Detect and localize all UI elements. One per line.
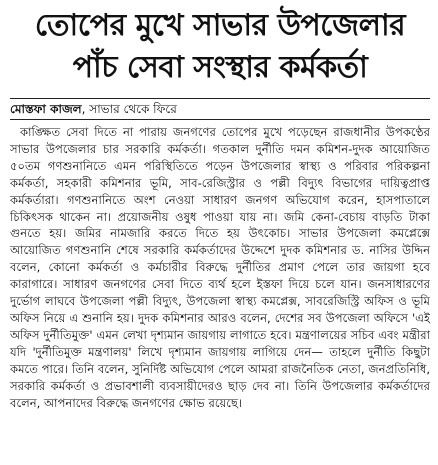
author-name: মোস্তফা কাজল <box>10 102 82 116</box>
headline-line-2: পাঁচ সেবা সংস্থার কর্মকর্তা <box>72 50 368 85</box>
article-body: কাঙ্ক্ষিত সেবা দিতে না পারায় জনগণের তোপের মুখে পড়েছেন রাজধানীর উপকণ্ঠের সাভার উপজেলার চার সরকারি কর্মকর্তা। গতকাল দুর্নীতি দমন কমিশন-দুদক আয়োজিত ৫০তম গণশুনানিতে এমন পরিস্থিতিতে পড়েন উপজেলার স্বাস্থ্য ও পরিবার পরিকল্পনা কর্মকর্তা, সহকারী কমিশনার ভূমি, সাব-রেজিস্ট্রার ও পল্লী বিদ্যুৎ বিভাগের দায়িত্বপ্রাপ্ত কর্মকর্তারা। গণশুনানিতে অংশ নেওয়া সাধারণ জনগণ অভিযোগ করেন, হাসপাতালে চিকিৎসক থাকেন না। প্রয়োজনীয় ওষুধ পাওয়া যায় না। জমি কেনা-বেচায় বাড়তি টাকা গুনতে হয়। জমির নামজারি করতে দিতে হয় উৎকোচ। সাভার উপজেলা কমপ্লেক্সে আয়োজিত গণশুনানি শেষে সরকারি কর্মকর্তাদের উদ্দেশে দুদক কমিশনার ড. নাসির উদ্দিন বলেন, কোনো কর্মকর্তা ও কর্মচারীর বিরুদ্ধে দুর্নীতির প্রমাণ পেলে তার জায়গা হবে কারাগারে। সাধারণ জনগণের সেবা দিতে ব্যর্থ হলে ইস্তফা দিয়ে চলে যান। জনসাধারণের দুর্ভোগ লাঘবে উপজেলা পল্লী বিদ্যুৎ, উপজেলা স্বাস্থ্য কমপ্লেক্স, সাবরেজিস্ট্রি অফিস ও ভূমি অফিস নিয়ে এ শুনানি হয়। দুদক কমিশনার আরও বলেন, দেশের সব উপজেলা অফিসে 'এই অফিস দুর্নীতিমুক্ত' এমন লেখা দৃশ্যমান জায়গায় লাগাতে হবে। মন্ত্রণালয়ের সচিব এবং মন্ত্রীরা যদি 'দুর্নীতিমুক্ত মন্ত্রণালয়' লিখে দৃশ্যমান জায়গায় লাগিয়ে দেন— তাহলে দুর্নীতি কিছুটা কমতে পারে। তিনি বলেন, সুনির্দিষ্ট অভিযোগ পেলে আমরা রাজনৈতিক নেতা, জনপ্রতিনিধি, সরকারি কর্মকর্তা ও প্রভাবশালী ব্যবসায়ীদেরও ছাড় দেব না। তিনি উপজেলার কর্মকর্তাদের বলেন, আপনাদের বিরুদ্ধে জনগণের ক্ষোভ রয়েছে। <box>10 125 430 410</box>
headline-line-1: তোপের মুখে সাভার উপজেলার <box>34 8 406 43</box>
dateline: সাভার থেকে ফিরে <box>89 102 177 116</box>
byline-separator: , <box>81 102 90 116</box>
byline <box>10 98 430 120</box>
